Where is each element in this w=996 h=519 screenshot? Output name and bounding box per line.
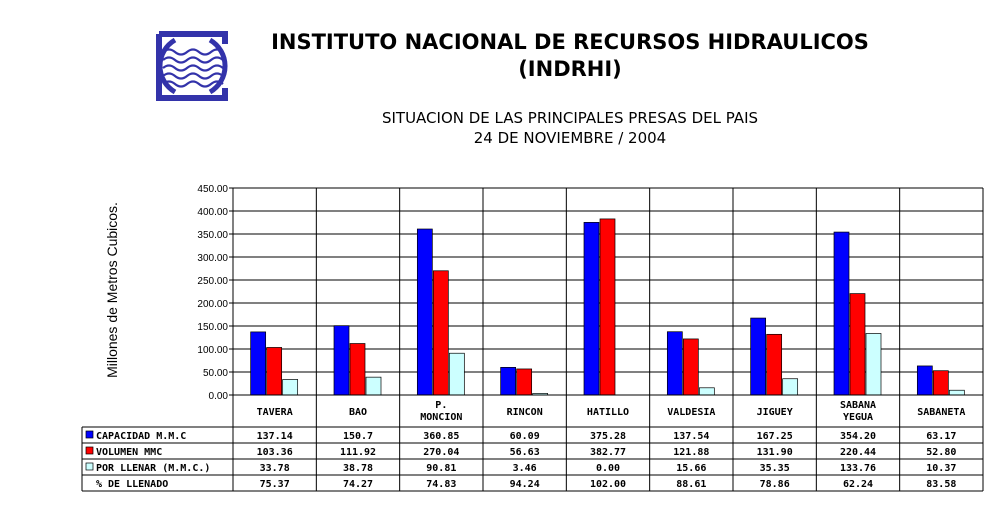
y-axis-label: Millones de Metros Cubicos. — [104, 202, 120, 378]
data-label: 60.09 — [509, 431, 540, 442]
data-label: 111.92 — [339, 447, 377, 458]
data-label: 56.63 — [509, 447, 540, 458]
bar-2 — [366, 377, 381, 395]
bar-2 — [699, 388, 714, 395]
data-label: 167.25 — [756, 431, 793, 442]
bar-1 — [350, 344, 365, 395]
bar-0 — [834, 232, 849, 395]
legend-entry: % DE LLENADO — [96, 479, 169, 490]
data-label: 360.85 — [423, 431, 460, 442]
y-tick-label: 450.00 — [197, 184, 228, 195]
y-tick-label: 400.00 — [197, 207, 228, 218]
data-label: 102.00 — [589, 479, 627, 490]
bar-2 — [449, 353, 464, 395]
category-label: HATILLO — [586, 407, 630, 418]
data-label: 38.78 — [342, 463, 374, 474]
data-label: 121.88 — [673, 447, 710, 458]
data-label: 137.54 — [673, 431, 710, 442]
category-label: VALDESIA — [667, 407, 716, 418]
data-label: 94.24 — [509, 479, 540, 490]
category-label: SABANA — [839, 400, 877, 411]
bar-1 — [850, 294, 865, 395]
legend-entry: CAPACIDAD M.M.C — [96, 431, 187, 442]
y-tick-label: 200.00 — [197, 299, 228, 310]
category-label: TAVERA — [256, 407, 293, 418]
y-tick-label: 350.00 — [197, 230, 228, 241]
category-label: RINCON — [506, 407, 543, 418]
bar-2 — [283, 379, 298, 395]
data-label: 78.86 — [759, 479, 790, 490]
category-label: BAO — [348, 407, 368, 418]
category-label: YEGUA — [842, 412, 874, 423]
bar-1 — [267, 347, 282, 395]
y-tick-label: 250.00 — [197, 276, 228, 287]
data-label: 354.20 — [839, 431, 877, 442]
institution-acronym: (INDRHI) — [518, 57, 622, 81]
data-label: 382.77 — [589, 447, 627, 458]
bar-0 — [417, 229, 432, 395]
chart-title: SITUACION DE LAS PRINCIPALES PRESAS DEL PAIS — [381, 109, 759, 127]
bar-0 — [501, 367, 516, 395]
chart-subtitle: 24 DE NOVIEMBRE / 2004 — [473, 129, 667, 147]
data-label: 33.78 — [259, 463, 290, 474]
bar-1 — [517, 369, 532, 395]
data-label: 131.90 — [756, 447, 793, 458]
data-label: 52.80 — [926, 447, 957, 458]
category-label: JIGUEY — [756, 407, 793, 418]
bar-2 — [783, 379, 798, 395]
bar-0 — [251, 332, 266, 395]
data-label: 375.28 — [589, 431, 627, 442]
bar-2 — [866, 333, 881, 395]
y-tick-label: 0.00 — [208, 391, 228, 402]
data-label: 0.00 — [595, 463, 621, 474]
bar-1 — [433, 271, 448, 395]
bar-1 — [933, 371, 948, 395]
data-label: 220.44 — [839, 447, 877, 458]
bar-0 — [751, 318, 766, 395]
category-label: SABANETA — [917, 407, 966, 418]
data-label: 137.14 — [256, 431, 293, 442]
bar-0 — [584, 222, 599, 395]
legend-key — [86, 463, 93, 470]
legend-entry: POR LLENAR (M.M.C.) — [96, 463, 211, 474]
data-label: 62.24 — [842, 479, 874, 490]
bar-1 — [683, 339, 698, 395]
legend-entry: VOLUMEN MMC — [96, 447, 163, 458]
y-tick-label: 300.00 — [197, 253, 228, 264]
category-label: MONCION — [420, 412, 463, 423]
data-label: 74.27 — [342, 479, 374, 490]
bar-1 — [767, 334, 782, 395]
data-label: 74.83 — [426, 479, 457, 490]
data-label: 3.46 — [512, 463, 537, 474]
bar-0 — [334, 326, 349, 395]
bar-1 — [600, 219, 615, 395]
bar-2 — [949, 390, 964, 395]
bar-0 — [667, 332, 682, 395]
legend-key — [86, 431, 93, 438]
data-label: 35.35 — [759, 463, 790, 474]
data-label: 88.61 — [676, 479, 707, 490]
y-tick-label: 150.00 — [197, 322, 228, 333]
data-label: 75.37 — [259, 479, 290, 490]
data-label: 103.36 — [256, 447, 293, 458]
bar-0 — [917, 366, 932, 395]
data-label: 10.37 — [926, 463, 957, 474]
y-tick-label: 100.00 — [197, 345, 228, 356]
data-label: 270.04 — [423, 447, 460, 458]
data-label: 63.17 — [926, 431, 957, 442]
category-label: P. — [435, 400, 448, 411]
data-label: 133.76 — [839, 463, 877, 474]
y-tick-label: 50.00 — [202, 368, 228, 379]
data-label: 83.58 — [926, 479, 957, 490]
data-label: 150.7 — [342, 431, 374, 442]
data-label: 90.81 — [426, 463, 457, 474]
institution-title: INSTITUTO NACIONAL DE RECURSOS HIDRAULICOS — [271, 30, 869, 54]
legend-key — [86, 447, 93, 454]
data-label: 15.66 — [676, 463, 707, 474]
